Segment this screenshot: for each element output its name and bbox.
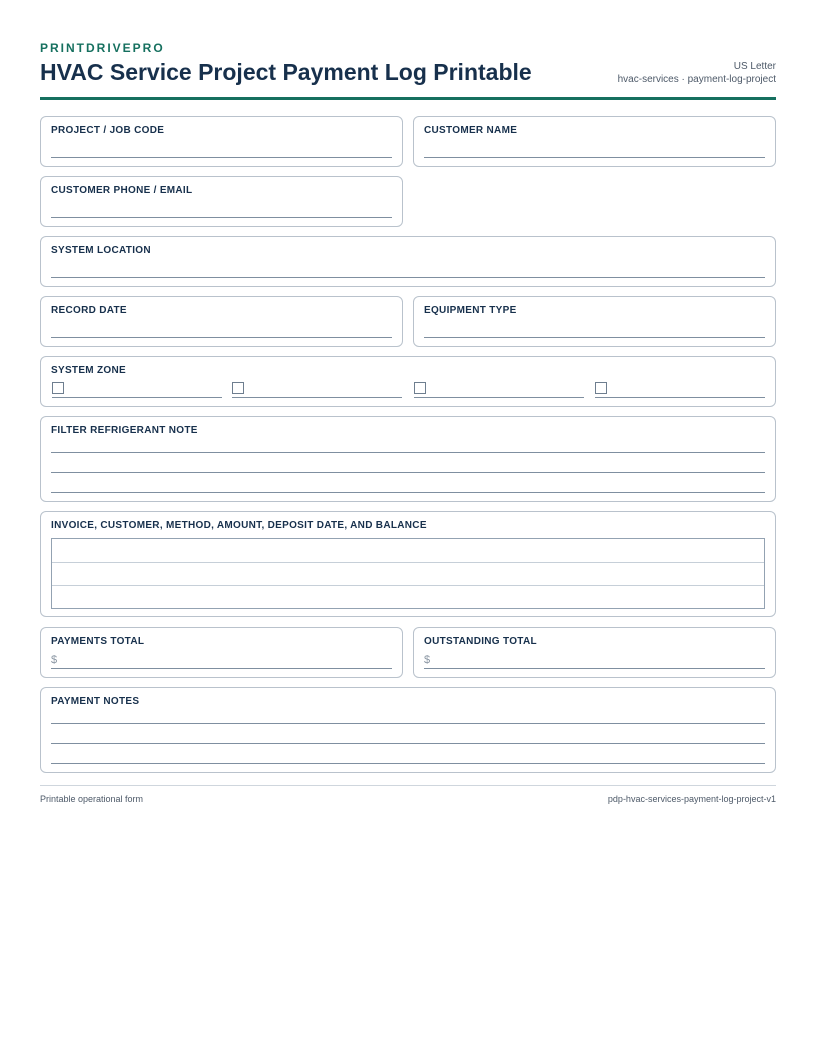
field-label: EQUIPMENT TYPE — [424, 305, 517, 316]
field-label: CUSTOMER NAME — [424, 125, 518, 136]
checkbox[interactable] — [595, 382, 607, 394]
brand-name: PRINTDRIVEPRO — [40, 41, 165, 55]
field-label: PAYMENT NOTES — [51, 696, 140, 707]
write-line[interactable] — [51, 472, 765, 473]
payment-notes-field[interactable] — [40, 687, 776, 773]
checkbox[interactable] — [52, 382, 64, 394]
header-divider — [40, 97, 776, 100]
paper-size: US Letter — [733, 61, 776, 72]
payments-total-field[interactable] — [40, 627, 403, 678]
field-label: RECORD DATE — [51, 305, 127, 316]
customer-name-field[interactable] — [413, 116, 776, 167]
field-label: OUTSTANDING TOTAL — [424, 636, 537, 647]
zone-option-2[interactable] — [232, 382, 402, 398]
write-line[interactable] — [424, 668, 765, 669]
field-label: CUSTOMER PHONE / EMAIL — [51, 185, 193, 196]
field-label: INVOICE, CUSTOMER, METHOD, AMOUNT, DEPOSIT DATE, AND BALANCE — [51, 520, 427, 531]
field-label: FILTER REFRIGERANT NOTE — [51, 425, 198, 436]
equipment-type-field[interactable] — [413, 296, 776, 347]
write-line[interactable] — [424, 157, 765, 158]
write-line[interactable] — [414, 397, 584, 398]
checkbox[interactable] — [232, 382, 244, 394]
write-line[interactable] — [51, 668, 392, 669]
write-line[interactable] — [51, 337, 392, 338]
document-slug: hvac-services · payment-log-project — [617, 74, 776, 85]
page-title: HVAC Service Project Payment Log Printable — [40, 59, 532, 85]
currency-symbol: $ — [424, 654, 431, 666]
field-label: SYSTEM ZONE — [51, 365, 126, 376]
field-label: PROJECT / JOB CODE — [51, 125, 165, 136]
footer-description: Printable operational form — [40, 794, 144, 804]
write-line[interactable] — [51, 277, 765, 278]
write-line[interactable] — [595, 397, 765, 398]
zone-option-1[interactable] — [52, 382, 222, 398]
write-line[interactable] — [51, 743, 765, 744]
footer-divider — [40, 785, 776, 786]
write-line[interactable] — [51, 723, 765, 724]
write-line[interactable] — [424, 337, 765, 338]
write-line[interactable] — [52, 397, 222, 398]
document-meta — [618, 60, 776, 86]
table-row-divider — [52, 585, 764, 586]
write-line[interactable] — [51, 763, 765, 764]
write-line[interactable] — [51, 217, 392, 218]
write-line[interactable] — [51, 157, 392, 158]
customer-phone-email-field[interactable] — [40, 176, 403, 227]
system-location-field[interactable] — [40, 236, 776, 287]
write-line[interactable] — [51, 492, 765, 493]
record-date-field[interactable] — [40, 296, 403, 347]
write-line[interactable] — [232, 397, 402, 398]
filter-refrigerant-note-field[interactable] — [40, 416, 776, 502]
outstanding-total-field[interactable] — [413, 627, 776, 678]
payment-log-table[interactable] — [51, 538, 765, 609]
field-label: SYSTEM LOCATION — [51, 245, 151, 256]
currency-symbol: $ — [51, 654, 58, 666]
table-row-divider — [52, 562, 764, 563]
write-line[interactable] — [51, 452, 765, 453]
form-id: pdp-hvac-services-payment-log-project-v1 — [607, 794, 776, 804]
project-job-code-field[interactable] — [40, 116, 403, 167]
system-zone-field — [40, 356, 776, 407]
checkbox[interactable] — [414, 382, 426, 394]
zone-option-4[interactable] — [595, 382, 765, 398]
payment-log-table-section — [40, 511, 776, 617]
field-label: PAYMENTS TOTAL — [51, 636, 145, 647]
zone-option-3[interactable] — [414, 382, 584, 398]
